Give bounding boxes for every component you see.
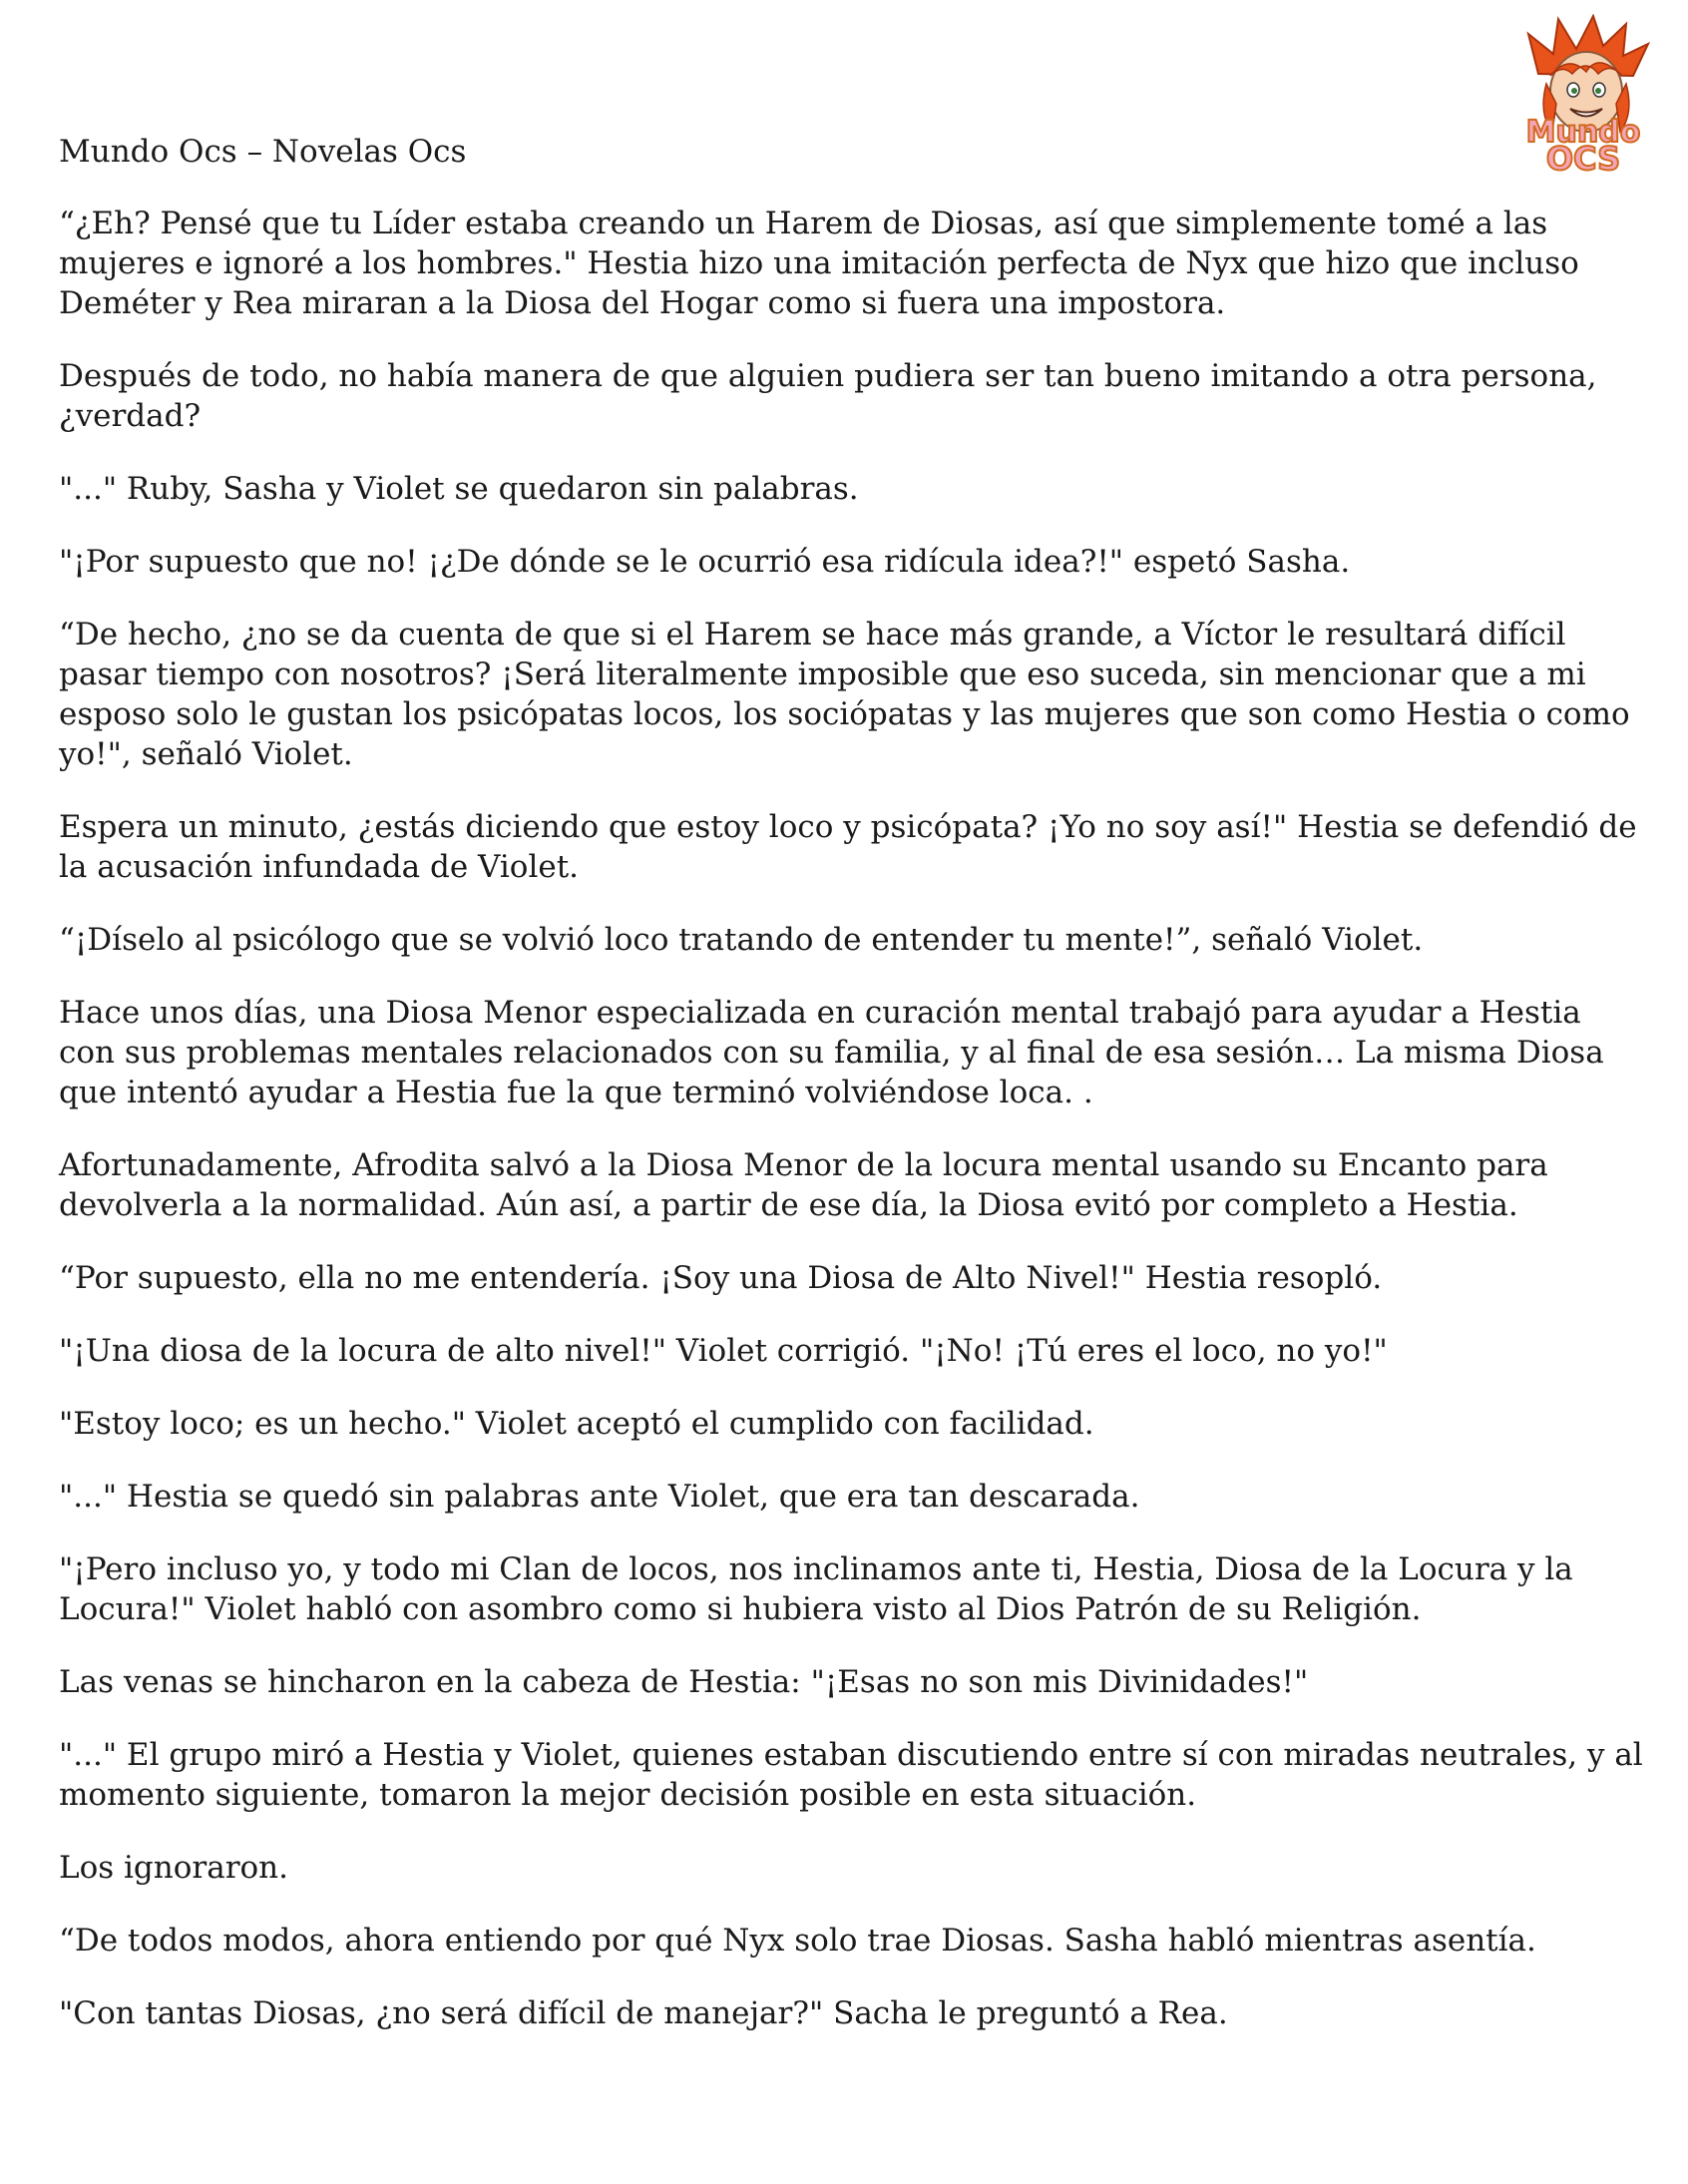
paragraph: Afortunadamente, Afrodita salvó a la Diosa Menor de la locura mental usando su Encanto para devolverla a la normalidad. Aún así, a partir de ese día, la Diosa evitó por completo a Hestia. bbox=[59, 1147, 1548, 1223]
paragraph: Espera un minuto, ¿estás diciendo que estoy loco y psicópata? ¡Yo no soy así!" Hestia se defendió de la acusación infundada de Violet. bbox=[59, 809, 1637, 885]
paragraph: “¡Díselo al psicólogo que se volvió loco tratando de entender tu mente!”, señaló Violet. bbox=[59, 922, 1424, 958]
paragraph: “De hecho, ¿no se da cuenta de que si el Harem se hace más grande, a Víctor le resultará difícil pasar tiempo con nosotros? ¡Será literalmente imposible que eso suceda, sin mencionar que a mi esposo solo le gustan los psicópatas locos, los sociópatas y las mujeres que son como Hestia o como yo!", señaló Violet. bbox=[59, 617, 1630, 772]
paragraph: "Estoy loco; es un hecho." Violet aceptó el cumplido con facilidad. bbox=[59, 1406, 1094, 1442]
paragraph: "..." El grupo miró a Hestia y Violet, quienes estaban discutiendo entre sí con miradas neutrales, y al momento siguiente, tomaron la mejor decisión posible en esta situación. bbox=[59, 1737, 1643, 1813]
paragraph: "..." Ruby, Sasha y Violet se quedaron sin palabras. bbox=[59, 471, 859, 507]
logo-graphic bbox=[1498, 14, 1668, 174]
paragraph: “¿Eh? Pensé que tu Líder estaba creando un Harem de Diosas, así que simplemente tomé a las mujeres e ignoré a los hombres." Hestia hizo una imitación perfecta de Nyx que hizo que incluso Deméter y Rea miraran a la Diosa del Hogar como si fuera una impostora. bbox=[59, 206, 1579, 321]
paragraph: "Con tantas Diosas, ¿no será difícil de manejar?" Sacha le preguntó a Rea. bbox=[59, 1995, 1228, 2031]
paragraph: Después de todo, no había manera de que alguien pudiera ser tan bueno imitando a otra persona, ¿verdad? bbox=[59, 358, 1597, 434]
paragraph: "¡Por supuesto que no! ¡¿De dónde se le ocurrió esa ridícula idea?!" espetó Sasha. bbox=[59, 544, 1351, 580]
paragraph: Las venas se hincharon en la cabeza de Hestia: "¡Esas no son mis Divinidades!" bbox=[59, 1664, 1309, 1700]
document-body bbox=[59, 204, 1645, 2066]
paragraph: "¡Pero incluso yo, y todo mi Clan de locos, nos inclinamos ante ti, Hestia, Diosa de la Locura y la Locura!" Violet habló con asombro como si hubiera visto al Dios Patrón de su Religión. bbox=[59, 1551, 1573, 1627]
paragraph: “De todos modos, ahora entiendo por qué Nyx solo trae Diosas. Sasha habló mientras asentía. bbox=[59, 1923, 1536, 1959]
paragraph: Hace unos días, una Diosa Menor especializada en curación mental trabajó para ayudar a Hestia con sus problemas mentales relacionados con su familia, y al final de esa sesión… La misma Diosa que intentó ayudar a Hestia fue la que terminó volviéndose loca. . bbox=[59, 995, 1604, 1110]
logo-text-line2: OCS bbox=[1545, 140, 1621, 174]
paragraph: "¡Una diosa de la locura de alto nivel!" Violet corrigió. "¡No! ¡Tú eres el loco, no yo!" bbox=[59, 1333, 1388, 1369]
mundo-ocs-logo bbox=[1498, 14, 1668, 174]
paragraph: “Por supuesto, ella no me entendería. ¡Soy una Diosa de Alto Nivel!" Hestia resopló. bbox=[59, 1260, 1383, 1296]
paragraph: Los ignoraron. bbox=[59, 1850, 289, 1886]
logo-text-line1: Mundo bbox=[1525, 115, 1641, 150]
paragraph: "..." Hestia se quedó sin palabras ante Violet, que era tan descarada. bbox=[59, 1479, 1140, 1515]
document-header: Mundo Ocs – Novelas Ocs bbox=[59, 134, 467, 170]
